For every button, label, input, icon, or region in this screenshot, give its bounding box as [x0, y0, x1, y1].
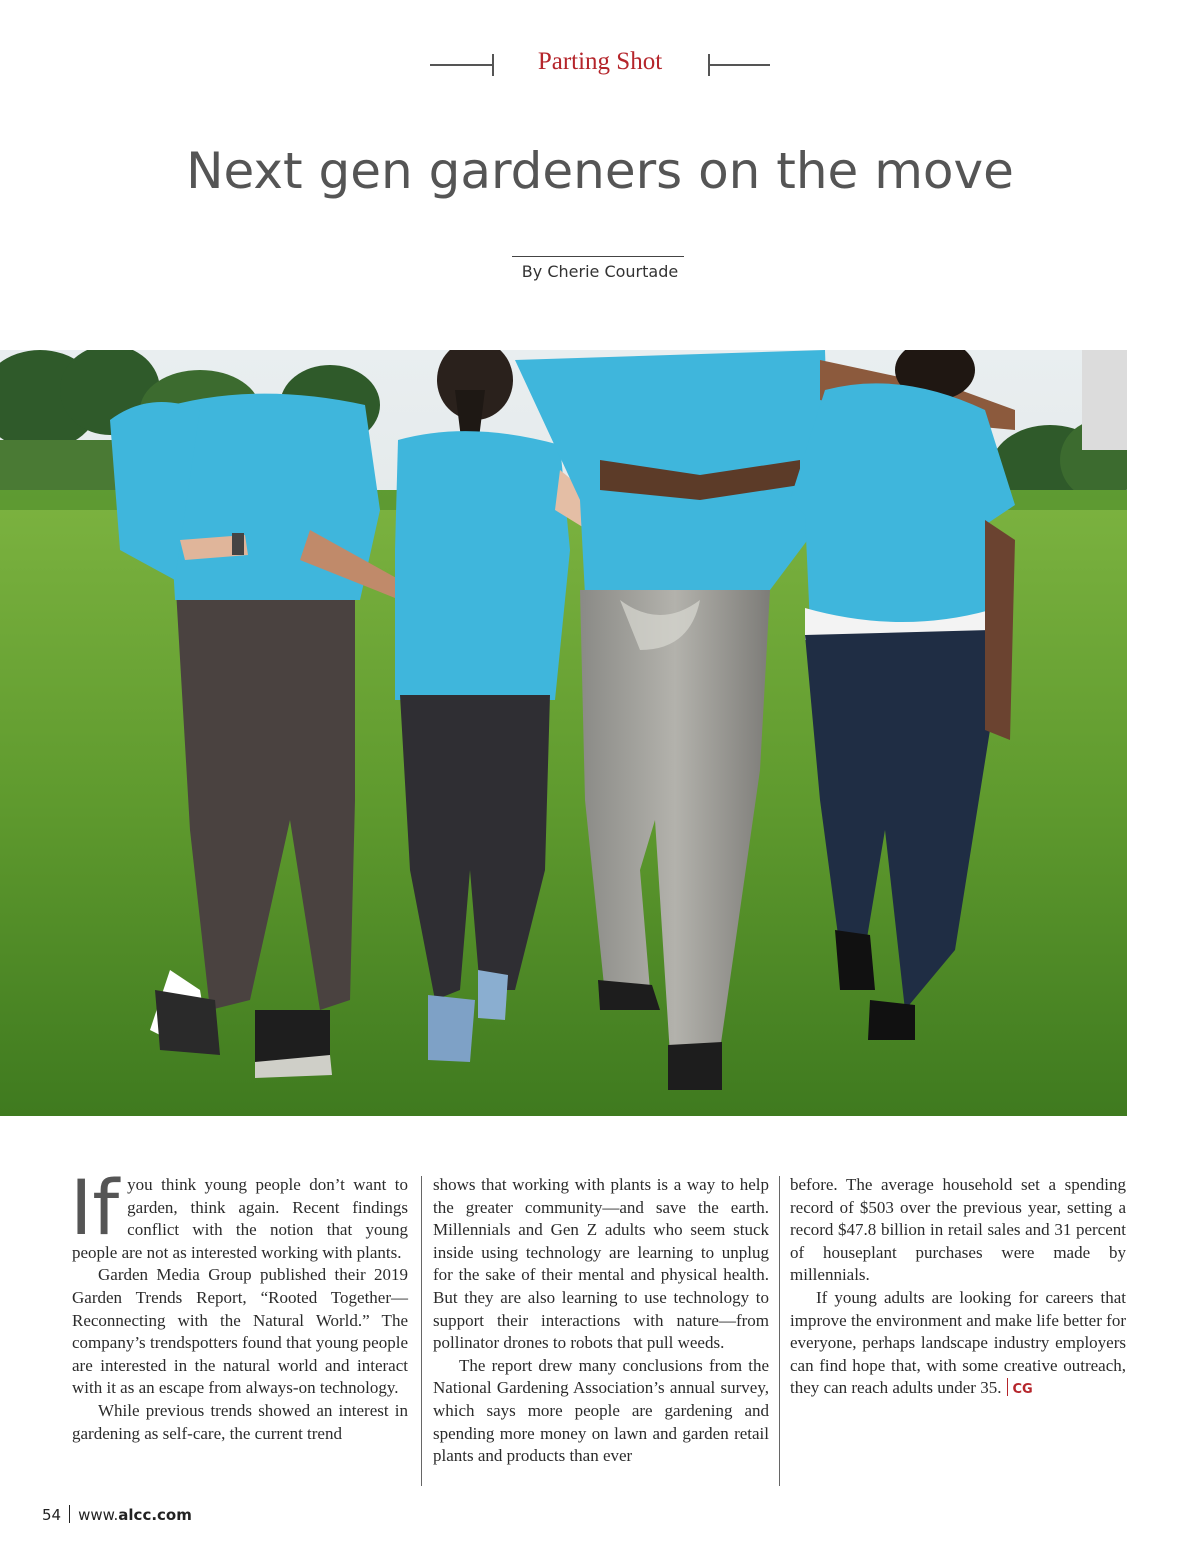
paragraph: The report drew many conclusions from the National Gardening Association’s annual survey, which says more people are gardening and spending more money on lawn and garden retail plants and products than ever — [433, 1355, 769, 1466]
article-title: Next gen gardeners on the move — [186, 142, 1014, 200]
paragraph — [70, 1163, 408, 1264]
section-label: Parting Shot — [537, 48, 663, 75]
header-rule-right — [708, 64, 770, 66]
building — [1082, 350, 1127, 450]
paragraph: shows that working with plants is a way to help the greater community—and save the earth. Millennials and Gen Z adults who seem stuck inside using technology are learning to unplug for the sake of their mental and physical health. But they are also learning to use technology to support their interactions with nature—from pollinator drones to robots that pull weeds. — [433, 1175, 769, 1353]
end-mark-rule — [1007, 1378, 1008, 1396]
section-header — [0, 44, 1200, 84]
paragraph-text: If young adults are looking for careers that improve the environment and make life better for everyone, perhaps landscape industry employers can find hope that, with some creative outreach, they can reach adults under 35. — [790, 1287, 1126, 1398]
drop-cap: If — [70, 1163, 120, 1252]
end-mark: CG — [1012, 1382, 1033, 1398]
column-divider — [779, 1176, 780, 1486]
paragraph: Garden Media Group published their 2019 Garden Trends Report, “Rooted Together—Reconnecting with the Natural World.” The company’s trendspotters found that young people are interested in the natural world and interact with it as an escape from always-on technology. — [72, 1265, 408, 1398]
paragraph-text: you think young people don’t want to garden, think again. Recent findings conflict with the notion that young people are not as interested working with plants. — [72, 1175, 408, 1262]
header-tick-left — [492, 54, 494, 76]
page-number: 54 — [42, 1506, 62, 1524]
footer-url[interactable]: www.alcc.com — [78, 1506, 192, 1524]
byline: By Cherie Courtade — [521, 262, 679, 281]
byline-rule — [512, 256, 684, 257]
article-column-3 — [790, 1174, 1126, 1402]
article-column-2 — [433, 1174, 769, 1468]
article-column-1 — [70, 1163, 408, 1445]
header-rule-left — [430, 64, 492, 66]
paragraph — [790, 1287, 1126, 1402]
hero-photo — [0, 350, 1127, 1116]
page-footer — [42, 1505, 192, 1524]
paragraph: before. The average household set a spending record of $503 over the previous year, setting a record $47.8 billion in retail sales and 31 percent of houseplant purchases were made by millennials. — [790, 1175, 1126, 1285]
footer-separator — [69, 1505, 70, 1523]
column-divider — [421, 1176, 422, 1486]
paragraph: While previous trends showed an interest in gardening as self-care, the current trend — [72, 1400, 408, 1443]
